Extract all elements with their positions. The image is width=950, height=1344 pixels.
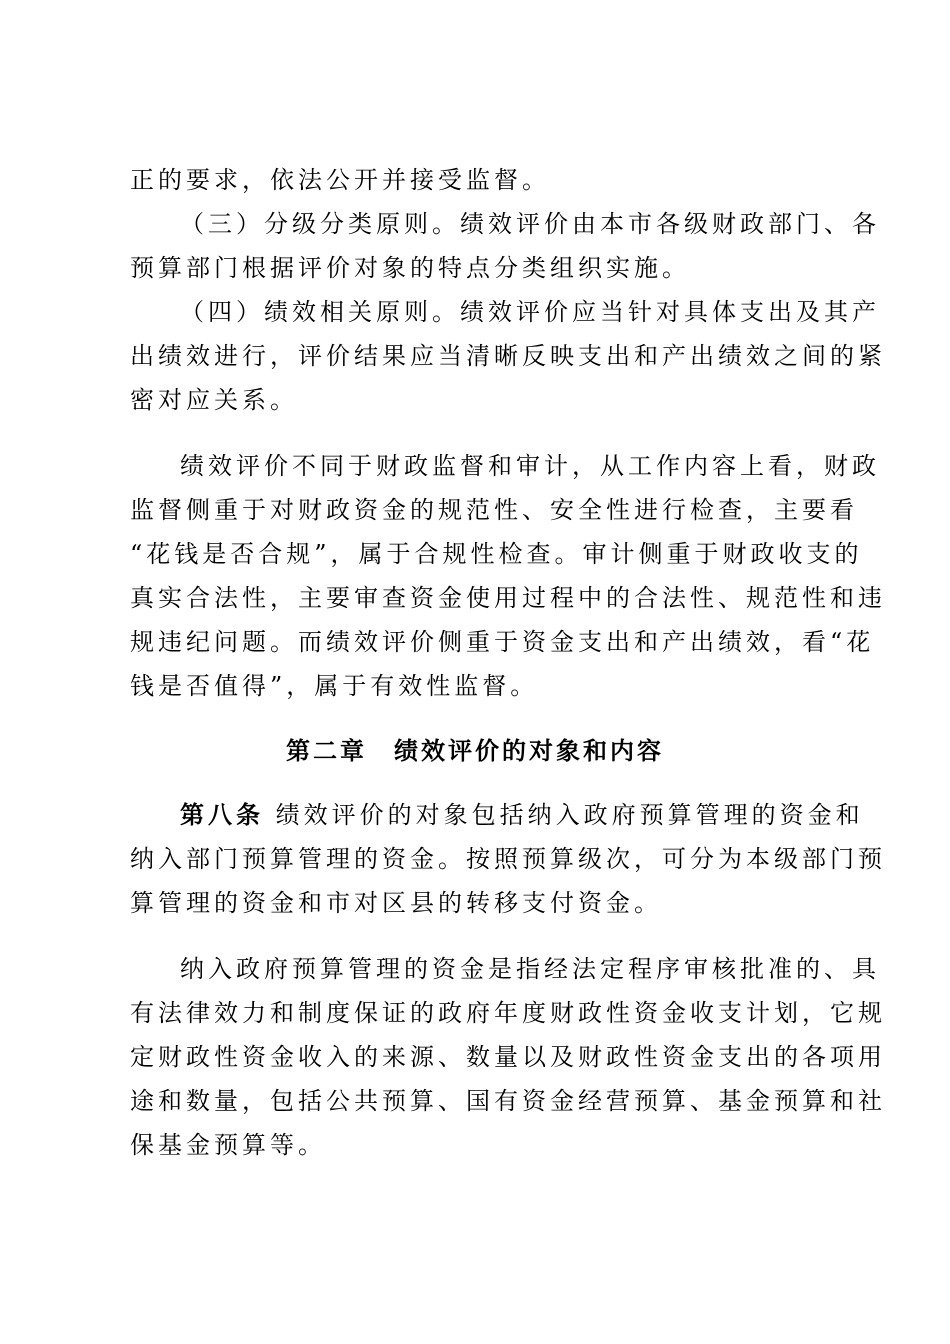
- article-label: 第八条: [180, 800, 264, 829]
- paragraph-line: 出绩效进行，评价结果应当清晰反映支出和产出绩效之间的紧: [130, 342, 886, 370]
- paragraph-line: 钱是否值得”，属于有效性监督。: [130, 672, 539, 700]
- paragraph-line: 纳入政府预算管理的资金是指经法定程序审核批准的、具: [180, 955, 880, 983]
- paragraph-line: 纳入部门预算管理的资金。按照预算级次，可分为本级部门预: [130, 845, 886, 873]
- paragraph-line: 真实合法性，主要审查资金使用过程中的合法性、规范性和违: [130, 584, 886, 612]
- article-text: 绩效评价的对象包括纳入政府预算管理的资金和: [275, 801, 864, 829]
- paragraph-line: （三）分级分类原则。绩效评价由本市各级财政部门、各: [180, 210, 880, 238]
- paragraph-line: 正的要求，依法公开并接受监督。: [130, 166, 550, 194]
- paragraph-line: 途和数量，包括公共预算、国有资金经营预算、基金预算和社: [130, 1087, 886, 1115]
- paragraph-line: 有法律效力和制度保证的政府年度财政性资金收支计划，它规: [130, 999, 886, 1027]
- paragraph-line: 绩效评价不同于财政监督和审计，从工作内容上看，财政: [180, 452, 880, 480]
- paragraph-line: 保基金预算等。: [130, 1131, 326, 1159]
- paragraph-line: 定财政性资金收入的来源、数量以及财政性资金支出的各项用: [130, 1043, 886, 1071]
- paragraph-line: 算管理的资金和市对区县的转移支付资金。: [130, 889, 662, 917]
- chapter-heading: 第二章 绩效评价的对象和内容: [286, 736, 664, 765]
- paragraph-line: （四）绩效相关原则。绩效评价应当针对具体支出及其产: [180, 298, 880, 326]
- paragraph-line: “花钱是否合规”，属于合规性检查。审计侧重于财政收支的: [130, 540, 863, 568]
- paragraph-line: 预算部门根据评价对象的特点分类组织实施。: [130, 254, 690, 282]
- paragraph-line: 密对应关系。: [130, 386, 298, 414]
- article-first-line: [180, 795, 864, 835]
- paragraph-line: 监督侧重于对财政资金的规范性、安全性进行检查，主要看: [130, 496, 858, 524]
- paragraph-line: 规违纪问题。而绩效评价侧重于资金支出和产出绩效，看“花: [130, 628, 875, 656]
